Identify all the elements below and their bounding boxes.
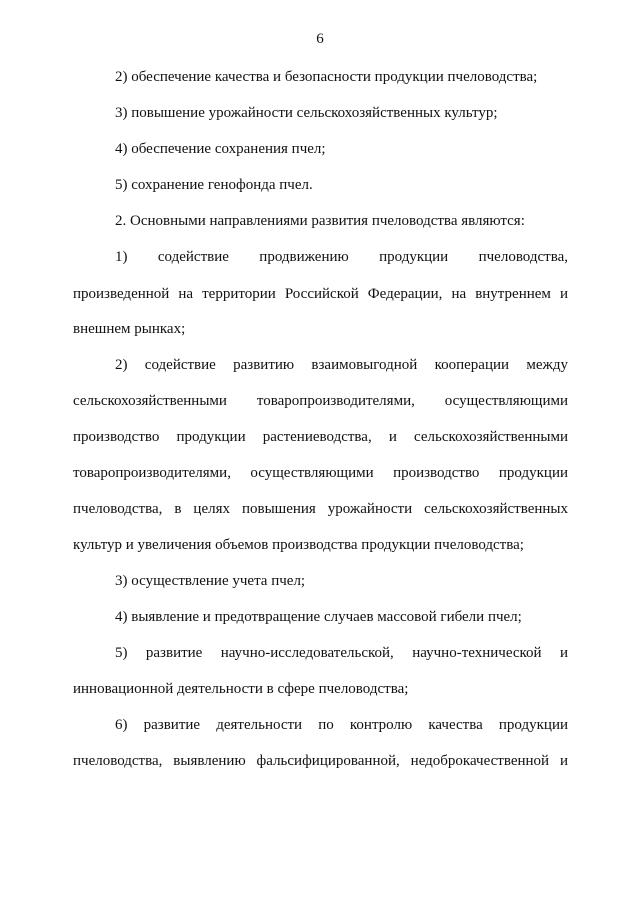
text-line: инновационной деятельности в сфере пчеловодства; xyxy=(73,681,409,697)
text-line: пчеловодства, выявлению фальсифицированной, недоброкачественной и xyxy=(73,753,568,769)
text-line: 5) сохранение генофонда пчел. xyxy=(115,177,313,193)
text-line: пчеловодства, в целях повышения урожайности сельскохозяйственных xyxy=(73,501,568,517)
text-line: производство продукции растениеводства, и сельскохозяйственными xyxy=(73,429,568,445)
text-line: 2. Основными направлениями развития пчеловодства являются: xyxy=(115,213,525,229)
text-line: 5) развитие научно-исследовательской, научно-технической и xyxy=(115,645,568,661)
text-line: 4) обеспечение сохранения пчел; xyxy=(115,141,326,157)
page-number: 6 xyxy=(316,31,324,47)
text-line: культур и увеличения объемов производства продукции пчеловодства; xyxy=(73,537,524,553)
text-line: 2) обеспечение качества и безопасности продукции пчеловодства; xyxy=(115,69,538,85)
text-line: 6) развитие деятельности по контролю качества продукции xyxy=(115,717,568,733)
text-line: 3) повышение урожайности сельскохозяйственных культур; xyxy=(115,105,498,121)
text-line: 2) содействие развитию взаимовыгодной кооперации между xyxy=(115,357,568,373)
text-line: товаропроизводителями, осуществляющими производство продукции xyxy=(73,465,568,481)
text-line: сельскохозяйственными товаропроизводителями, осуществляющими xyxy=(73,393,568,409)
text-line: 4) выявление и предотвращение случаев массовой гибели пчел; xyxy=(115,609,522,625)
text-line: внешнем рынках; xyxy=(73,321,186,337)
text-line: 3) осуществление учета пчел; xyxy=(115,573,306,589)
text-line: 1) содействие продвижению продукции пчеловодства, xyxy=(115,249,568,265)
text-line: произведенной на территории Российской Федерации, на внутреннем и xyxy=(73,286,568,302)
